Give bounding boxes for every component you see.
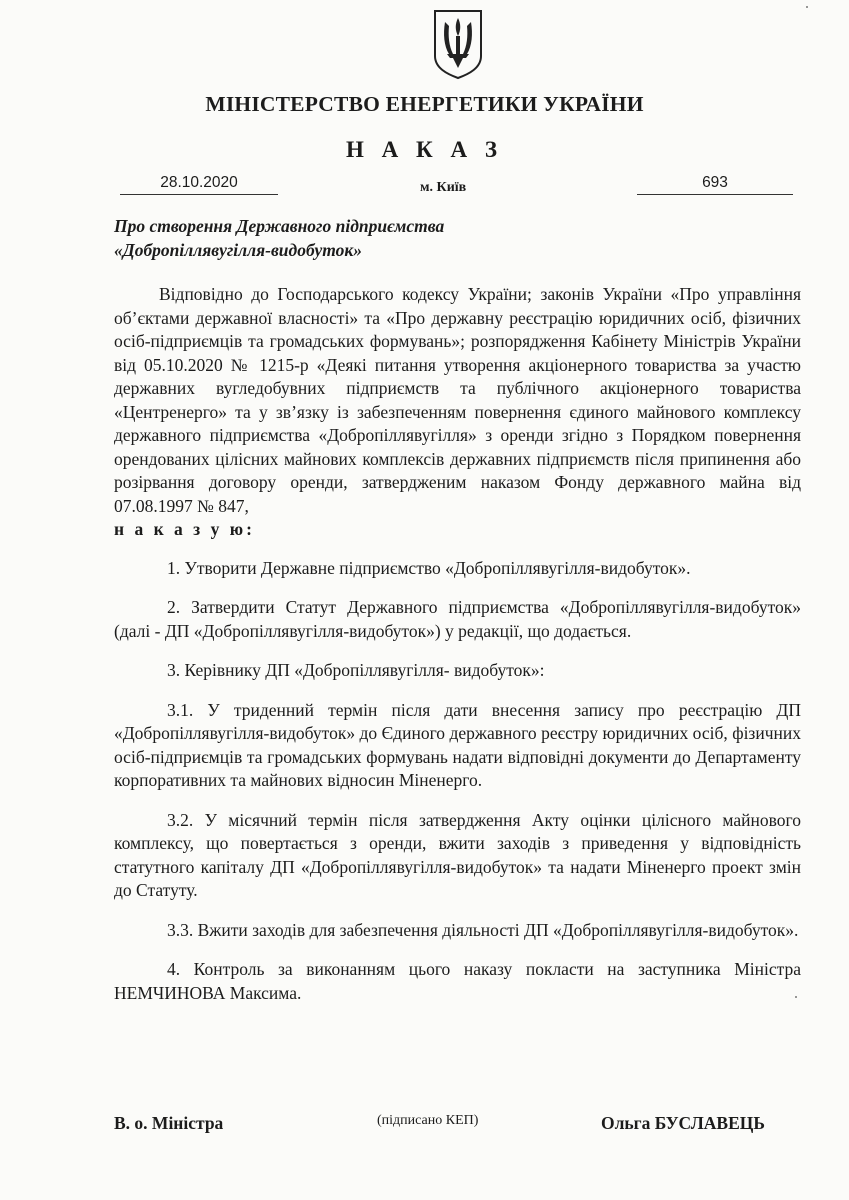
order-item-2: 2. Затвердити Статут Державного підприємства «Добропіллявугілля-видобуток» (далі - ДП «Добропіллявугілля-видобуток») у редакції, що додається. bbox=[114, 597, 801, 641]
signatory-title: В. о. Міністра bbox=[114, 1113, 224, 1133]
order-city: м. Київ bbox=[420, 180, 467, 195]
order-item-3: 3. Керівнику ДП «Добропіллявугілля- видобуток»: bbox=[167, 660, 545, 680]
order-item-3-3: 3.3. Вжити заходів для забезпечення діяльності ДП «Добропіллявугілля-видобуток». bbox=[167, 919, 799, 940]
order-item-3-2: 3.2. У місячний термін після затвердження Акту оцінки цілісного майнового комплексу, що повертається з оренди, вжити заходів з приведення у відповідність статутного капіталу ДП «Добропіллявугілля-видобуток» та надати Міненерго проект змін до Статуту. bbox=[114, 809, 801, 900]
subject-line-2: «Добропіллявугілля-видобуток» bbox=[114, 240, 362, 260]
signature-note: (підписано КЕП) bbox=[377, 1113, 479, 1128]
order-item-1: 1. Утворити Державне підприємство «Добропіллявугілля-видобуток». bbox=[167, 557, 691, 578]
ministry-name: МІНІСТЕРСТВО ЕНЕРГЕТИКИ УКРАЇНИ bbox=[205, 92, 644, 116]
preamble-paragraph: Відповідно до Господарського кодексу України; законів України «Про управління об’єктами державної власності» та «Про державну реєстрацію юридичних осіб, фізичних осіб-підприємців та громадських формувань»; розпорядження Кабінету Міністрів України від 05.10.2020 № 1215-р «Деякі питання утворення акціонерного товариства за участю державних вугледобувних підприємств та публічного акціонерного товариства «Центренерго» та у зв’язку із забезпеченням повернення єдиного майнового комплексу державного підприємства «Добропіллявугілля» з оренди згідно з Порядком повернення орендованих цілісних майнових комплексів державних підприємств після припинення або розірвання договору оренди, затвердженим наказом Фонду державного майна від 07.08.1997 № 847, bbox=[114, 284, 801, 516]
order-number: 693 bbox=[637, 174, 793, 195]
order-item-4: 4. Контроль за виконанням цього наказу покласти на заступника Міністра НЕМЧИНОВА Максима. bbox=[114, 959, 801, 1003]
scan-speck bbox=[795, 996, 797, 998]
scan-speck bbox=[806, 6, 808, 8]
order-date: 28.10.2020 bbox=[120, 174, 278, 195]
order-subject bbox=[114, 214, 534, 262]
signatory-name: Ольга БУСЛАВЕЦЬ bbox=[601, 1113, 765, 1133]
order-item-3-1: 3.1. У триденний термін після дати внесення запису про реєстрацію ДП «Добропіллявугілля-видобуток» до Єдиного державного реєстру юридичних осіб, фізичних осіб-підприємців та громадських формувань надати відповідні документи до Департаменту корпоративних та майнових відносин Міненерго. bbox=[114, 699, 801, 790]
order-body bbox=[114, 283, 801, 1005]
document-type: Н А К А З bbox=[346, 137, 503, 162]
trident-coat-of-arms-icon bbox=[431, 8, 485, 80]
subject-line-1: Про створення Державного підприємства bbox=[114, 216, 445, 236]
order-word: н а к а з у ю: bbox=[114, 519, 255, 539]
